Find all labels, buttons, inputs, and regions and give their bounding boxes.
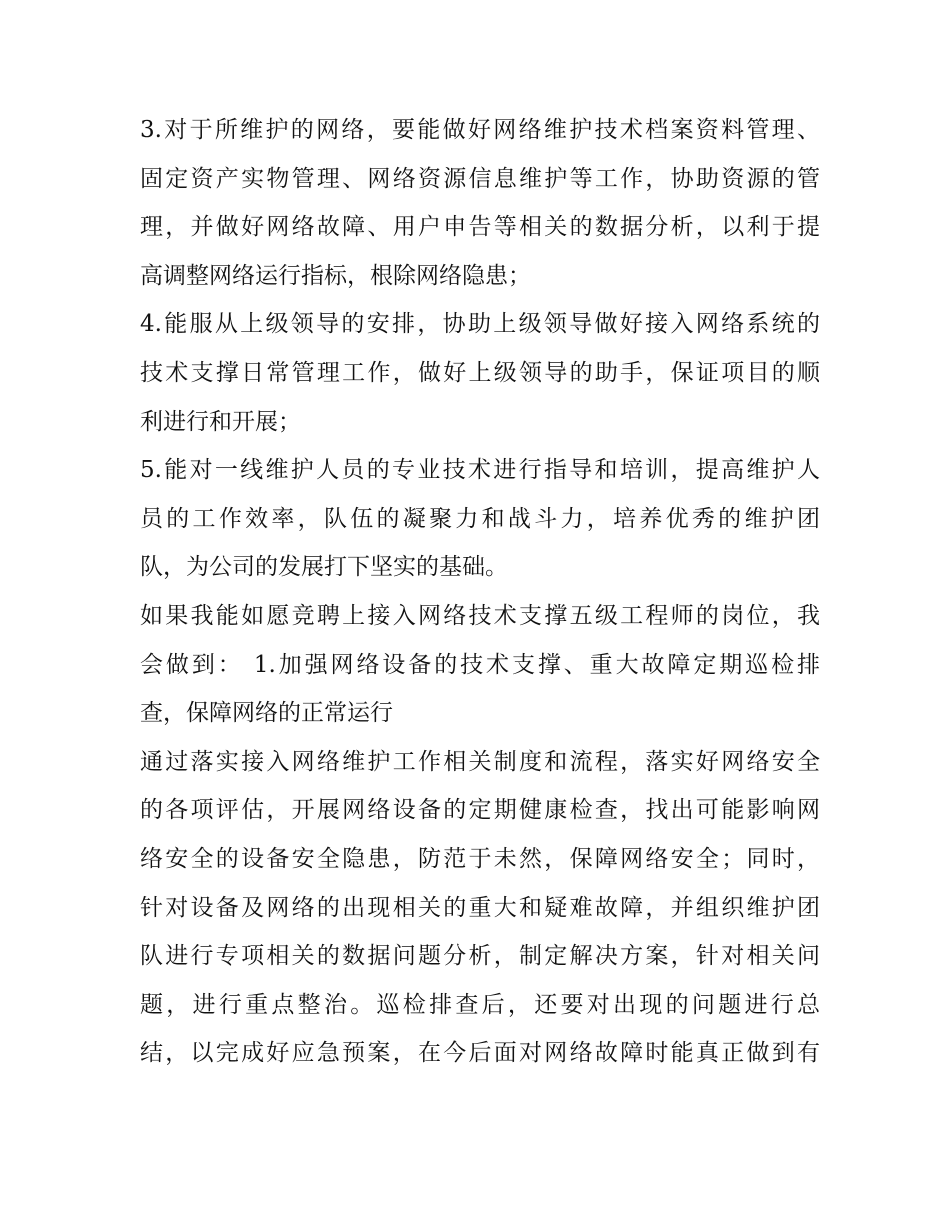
text-line: 如果我能如愿竞聘上接入网络技术支撑五级工程师的岗位，我 (140, 602, 820, 629)
text-line: 理，并做好网络故障、用户申告等相关的数据分析，以利于提 (140, 214, 820, 241)
text-line: 技术支撑日常管理工作，做好上级领导的助手，保证项目的顺 (140, 359, 820, 386)
text-line: 队进行专项相关的数据问题分析，制定解决方案，针对相关问 (140, 943, 820, 970)
document-body (140, 106, 820, 1078)
text-line: 固定资产实物管理、网络资源信息维护等工作，协助资源的管 (140, 165, 820, 192)
text-line: 3.对于所维护的网络，要能做好网络维护技术档案资料管理、 (140, 117, 820, 143)
text-line: 利进行和开展； (140, 408, 301, 435)
text-line: 队，为公司的发展打下坚实的基础。 (140, 554, 508, 581)
text-line: 针对设备及网络的出现相关的重大和疑难故障，并组织维护团 (140, 894, 820, 921)
text-line: 会做到： 1.加强网络设备的技术支撑、重大故障定期巡检排 (140, 651, 820, 678)
text-line: 查，保障网络的正常运行 (140, 700, 393, 727)
text-line: 结，以完成好应急预案，在今后面对网络故障时能真正做到有 (140, 1040, 820, 1067)
text-line: 5.能对一线维护人员的专业技术进行指导和培训，提高维护人 (140, 457, 820, 484)
text-line: 4.能服从上级领导的安排，协助上级领导做好接入网络系统的 (140, 311, 820, 338)
text-line: 员的工作效率，队伍的凝聚力和战斗力，培养优秀的维护团 (140, 505, 820, 532)
text-line: 高调整网络运行指标，根除网络隐患； (140, 262, 531, 289)
text-line: 通过落实接入网络维护工作相关制度和流程，落实好网络安全 (140, 748, 820, 775)
text-line: 题，进行重点整治。巡检排查后，还要对出现的问题进行总 (140, 991, 820, 1018)
text-line: 的各项评估，开展网络设备的定期健康检查，找出可能影响网 (140, 797, 820, 824)
text-line: 络安全的设备安全隐患，防范于未然，保障网络安全；同时， (140, 845, 820, 872)
